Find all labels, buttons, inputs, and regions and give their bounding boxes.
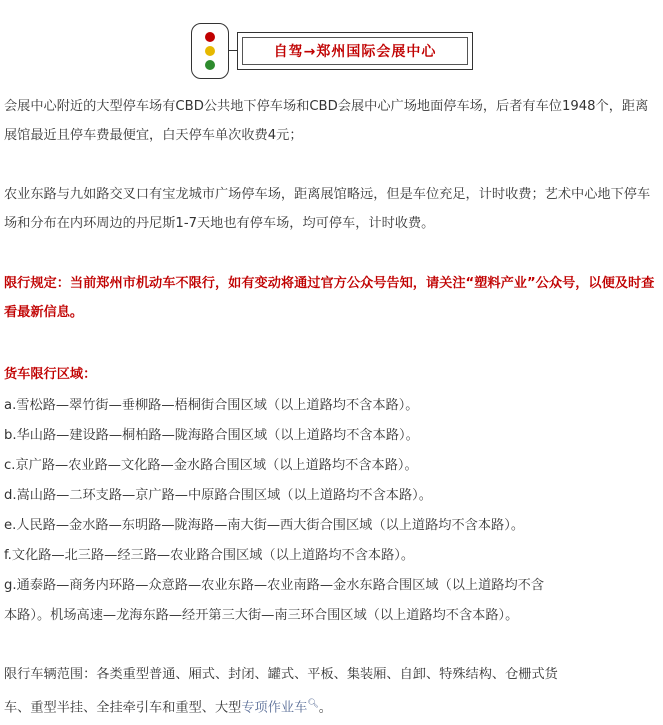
list-item: 本路）。机场高速—龙海东路—经开第三大街—南三环合围区域（以上道路均不含本路）。 <box>4 608 519 623</box>
red-light <box>205 32 215 42</box>
traffic-light-icon <box>191 23 229 79</box>
list-item: e.人民路—金水路—东明路—陇海路—南大街—西大街合围区域（以上道路均不含本路）。 <box>4 518 525 533</box>
vehicles-text: 车、重型半挂、全挂牵引车和重型、大型 <box>4 700 242 716</box>
special-vehicle-link[interactable]: 专项作业车 <box>241 700 308 716</box>
yellow-light <box>205 46 215 56</box>
list-item: a.雪松路—翠竹街—垂柳路—梧桐街合围区域（以上道路均不含本路）。 <box>4 398 419 413</box>
list-item: b.华山路—建设路—桐柏路—陇海路合围区域（以上道路均不含本路）。 <box>4 428 419 443</box>
list-item: f.文化路—北三路—经三路—农业路合围区域（以上道路均不含本路）。 <box>4 548 415 563</box>
list-item: c.京广路—农业路—文化路—金水路合围区域（以上道路均不含本路）。 <box>4 458 418 473</box>
list-item: d.嵩山路—二环支路—京广路—中原路合围区域（以上道路均不含本路）。 <box>4 488 432 503</box>
vehicles-line-1: 限行车辆范围：各类重型普通、厢式、封闭、罐式、平板、集装厢、自卸、特殊结构、仓栅式货 <box>4 667 558 682</box>
paragraph-restriction-rule: 限行规定：当前郑州市机动车不限行，如有变动将通过官方公众号告知，请关注“塑料产业”公众号，以便及时查看最新信息。 <box>4 276 655 320</box>
vehicles-end: 。 <box>318 700 332 716</box>
section-title: 自驾→郑州国际会展中心 <box>242 37 468 65</box>
list-item: g.通泰路—商务内环路—众意路—农业东路—农业南路—金水东路合围区域（以上道路均不含 <box>4 578 545 593</box>
green-light <box>205 60 215 70</box>
section-header <box>191 23 473 79</box>
paragraph-parking-other: 农业东路与九如路交叉口有宝龙城市广场停车场，距离展馆略远，但是车位充足，计时收费；艺术中心地下停车场和分布在内环周边的丹尼斯1-7天地也有停车场，均可停车，计时收费。 <box>4 187 651 231</box>
connector-line <box>229 50 237 51</box>
title-frame <box>237 32 473 70</box>
search-icon[interactable]: 🔍︎ <box>307 699 319 709</box>
paragraph-parking-cbd: 会展中心附近的大型停车场有CBD公共地下停车场和CBD会展中心广场地面停车场，后者有车位1948个，距离展馆最近且停车费最便宜，白天停车单次收费4元； <box>4 99 649 143</box>
truck-heading: 货车限行区域： <box>4 367 97 382</box>
vehicles-line-2 <box>4 690 332 722</box>
